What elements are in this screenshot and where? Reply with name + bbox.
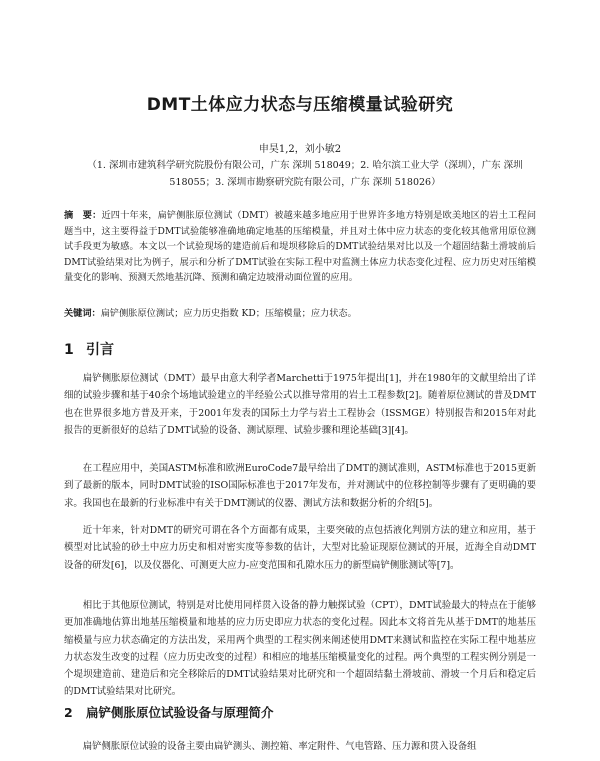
section-1-number: 1 — [64, 342, 74, 358]
abstract — [64, 208, 536, 286]
section-2-number: 2 — [64, 705, 73, 720]
body-paragraph: 在工程应用中，美国ASTM标准和欧洲EuroCode7最早给出了DMT的测试准则，ASTM标准也于2015更新到了最新的版本，同时DMT试验的ISO国际标准也于2017年发布，并对测试中的位移控制等步骤有了更明确的要求。我国也在最新的行业标准中有关于DMT测试的仪器、测试方法和数据分析的介绍[5]。 — [64, 463, 536, 509]
authors-text: 申昊1,2，刘小敏2 — [258, 144, 342, 155]
paper-title: DMT土体应力状态与压缩模量试验研究 — [146, 95, 454, 115]
section-2-title: 扁铲侧胀原位试验设备与原理简介 — [86, 705, 274, 720]
body-paragraph: 近十年来，针对DMT的研究可谓在各个方面都有成果，主要突破的点包括液化判别方法的建立和应用，基于模型对比试验的砂土中应力历史和相对密实度等参数的估计，大型对比验证现原位测试的开展，近海全自动DMT设备的研发[6]，以及仪器化、可测更大应力-应变范围和孔隙水压力的新型扁铲侧胀测试等[7]。 — [64, 525, 536, 571]
affiliations: （1. 深圳市建筑科学研究院股份有限公司，广东 深圳 518049；2. 哈尔滨工业大学（深圳），广东 深圳 518055；3. 深圳市勘察研究院有限公司，广东 深圳 518026） — [87, 160, 523, 188]
keywords-text: 扁铲侧胀原位测试；应力历史指数 KD；压缩模量；应力状态。 — [100, 308, 357, 319]
section-1-title: 引言 — [86, 342, 114, 358]
section-2-heading — [64, 703, 274, 721]
abstract-text: 近四十年来，扁铲侧胀原位测试（DMT）被越来越多地应用于世界许多地方特别是欧美地区的岩土工程问题当中，这主要得益于DMT试验能够准确地确定地基的压缩模量，并且对土体中应力状态的变化较其他常用原位测试手段更为敏感。本文以一个试验现场的建造前后和堤坝移除后的DMT试验结果对比以及一个超固结黏土滑坡前后DMT试验结果对比为例子，展示和分析了DMT试验在实际工程中对监测土体应力状态变化过程、应力历史对压缩模量变化的影响、预测天然地基沉降、预测和确定边坡滑动面位置的应用。 — [64, 210, 537, 284]
abstract-label: 摘 要： — [64, 210, 102, 221]
body-paragraph: 扁铲侧胀原位测试（DMT）最早由意大利学者Marchetti于1975年提出[1]，并在1980年的文献里给出了详细的试验步骤和基于40余个场地试验建立的半经验公式以推导常用的岩土工程参数[2]。随着原位测试的普及DMT也在世界很多地方普及开来，于2001年发表的国际土力学与岩土工程协会（ISSMGE）特别报告和2015年对此报告的更新很好的总结了DMT试验的设备、测试原理、试验步骤和理论基础[3][4]。 — [64, 373, 536, 436]
body-paragraph: 扁铲侧胀原位试验的设备主要由扁铲测头、测控箱、率定附件、气电管路、压力源和贯入设备组 — [82, 741, 477, 752]
section-1-heading — [64, 339, 114, 359]
keywords — [64, 306, 536, 322]
author-line — [0, 140, 600, 155]
body-paragraph: 相比于其他原位测试，特别是对比使用同样贯入设备的静力触探试验（CPT），DMT试验最大的特点在于能够更加准确地估算出地基压缩模量和地基的应力历史即应力状态的变化过程。因此本文将首先从基于DMT的地基压缩模量与应力状态确定的方法出发，采用两个典型的工程实例来阐述使用DMT来测试和监控在实际工程中地基应力状态发生改变的过程（应力历史改变的过程）和相应的地基压缩模量变化的过程。两个典型的工程实例分别是一个堤坝建造前、建造后和完全移除后的DMT试验结果对比研究和一个超固结黏土滑坡前、滑坡一个月后和稳定后的DMT试验结果对比研究。 — [64, 600, 536, 698]
keywords-label: 关键词： — [64, 308, 101, 319]
